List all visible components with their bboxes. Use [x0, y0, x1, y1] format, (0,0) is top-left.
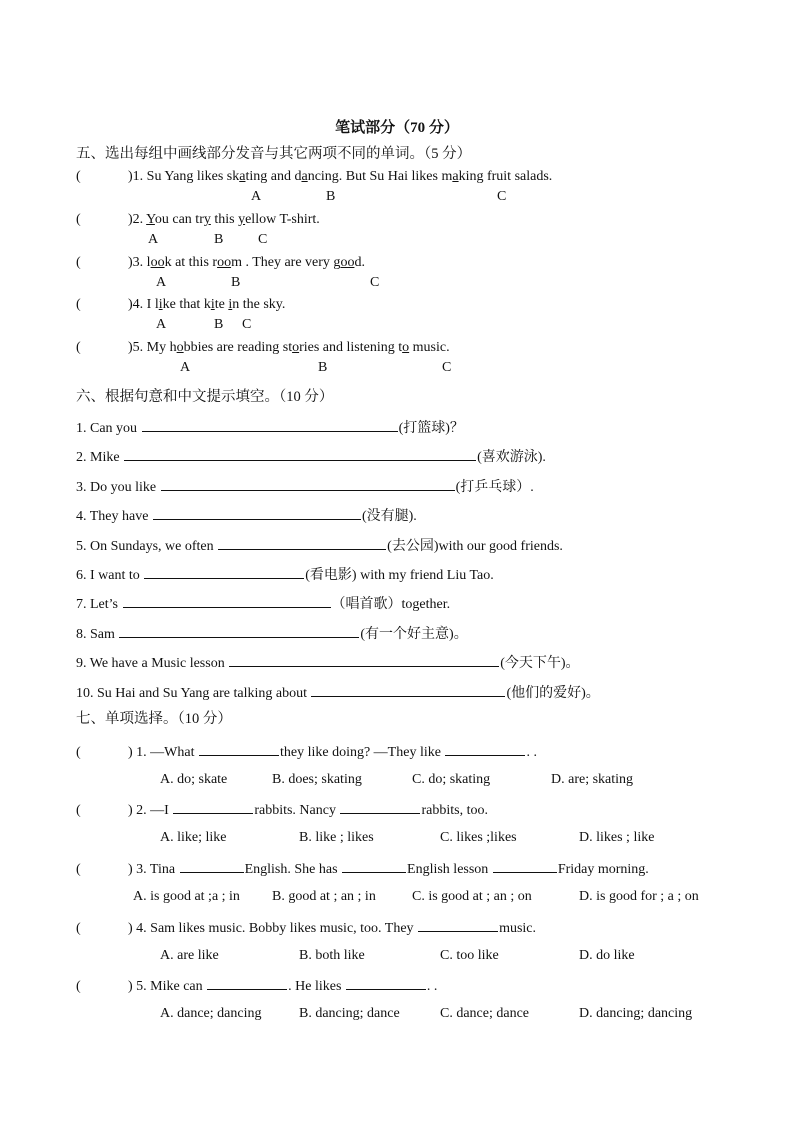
option-letter: C — [258, 232, 268, 247]
answer-blank[interactable] — [218, 536, 386, 550]
question-text: music. — [409, 340, 450, 355]
question-text: te — [214, 297, 229, 312]
chinese-hint: (有一个好主意)。 — [360, 626, 468, 642]
fill-in-row — [76, 477, 534, 497]
question-text: king fruit salads. — [458, 169, 553, 184]
question-text: m . They are very g — [231, 255, 341, 270]
underlined-letters: i — [228, 297, 233, 312]
question-text: 9. We have a Music lesson — [76, 656, 229, 672]
choice-option[interactable]: A. are like — [160, 948, 219, 963]
question-text: ) 4. Sam likes music. Bobby likes music, too. They — [128, 921, 418, 936]
question-text: English. She has — [244, 862, 342, 877]
question-text: music. — [499, 921, 537, 936]
question-text: ) 5. Mike can — [128, 979, 207, 994]
section-6-heading: 六、根据句意和中文提示填空。（10 分） — [76, 389, 334, 405]
answer-paren[interactable]: ( — [76, 979, 81, 994]
question-text: d. — [354, 255, 365, 270]
answer-blank[interactable] — [161, 477, 455, 491]
answer-blank[interactable] — [342, 859, 406, 873]
question-text: . . — [526, 745, 537, 760]
choice-option[interactable]: D. is good for ; a ; on — [579, 889, 699, 904]
question-row — [76, 742, 537, 762]
answer-paren[interactable]: ( — [76, 212, 81, 227]
question-text: 10. Su Hai and Su Yang are talking about — [76, 685, 311, 701]
option-letter: B — [214, 317, 224, 332]
question-row — [76, 918, 536, 938]
choice-option[interactable]: C. too like — [440, 948, 499, 963]
question-text: . He likes — [288, 979, 345, 994]
answer-paren[interactable]: ( — [76, 745, 81, 760]
question-text: . . — [426, 979, 438, 994]
answer-blank[interactable] — [418, 918, 498, 932]
answer-blank[interactable] — [199, 742, 279, 756]
underlined-letters: y — [203, 212, 211, 227]
choice-option[interactable]: C. dance; dance — [440, 1006, 530, 1021]
chinese-hint: （唱首歌）together. — [331, 597, 451, 613]
chinese-hint: (打乒乓球）. — [455, 479, 534, 495]
choice-option[interactable]: B. like ; likes — [299, 830, 374, 845]
choice-option[interactable]: B. does; skating — [272, 772, 362, 787]
question-text: k at this r — [164, 255, 218, 270]
question-text: English lesson — [407, 862, 492, 877]
option-letter: B — [214, 232, 224, 247]
underlined-letters: o — [176, 340, 184, 355]
choice-option[interactable]: D. dancing; dancing — [579, 1006, 693, 1021]
fill-in-row — [76, 506, 417, 526]
answer-blank[interactable] — [142, 418, 398, 432]
question-row — [76, 296, 285, 314]
answer-blank[interactable] — [119, 624, 359, 638]
question-text: ke that k — [162, 297, 211, 312]
fill-in-row — [76, 653, 580, 673]
answer-blank[interactable] — [124, 447, 476, 461]
choice-option[interactable]: A. like; like — [160, 830, 227, 845]
question-row — [76, 254, 365, 272]
question-text: ting and d — [245, 169, 302, 184]
section-5-heading: 五、选出每组中画线部分发音与其它两项不同的单词。（5 分） — [76, 146, 472, 162]
chinese-hint: (他们的爱好)。 — [506, 685, 600, 701]
question-text: n the sky. — [232, 297, 286, 312]
question-row — [76, 800, 488, 820]
question-text: ) 3. Tina — [128, 862, 179, 877]
choice-option[interactable]: B. dancing; dance — [299, 1006, 400, 1021]
chinese-hint: (没有腿). — [361, 509, 417, 525]
underlined-letters: o — [402, 340, 410, 355]
chinese-hint: (去公园)with our good friends. — [387, 538, 563, 554]
underlined-letters: i — [158, 297, 163, 312]
answer-blank[interactable] — [180, 859, 244, 873]
choice-option[interactable]: B. both like — [299, 948, 365, 963]
question-row — [76, 168, 552, 186]
chinese-hint: (打篮球)？ — [398, 421, 464, 436]
answer-blank[interactable] — [144, 565, 304, 579]
option-letter: C — [497, 189, 507, 204]
option-letter: A — [156, 317, 167, 332]
question-text: 4. They have — [76, 509, 152, 525]
question-text: 3. Do you like — [76, 479, 160, 495]
page-title: 笔试部分（70 分） — [335, 120, 459, 136]
chinese-hint: (喜欢游泳). — [477, 450, 546, 466]
fill-in-row — [76, 536, 563, 556]
answer-paren[interactable]: ( — [76, 255, 81, 270]
question-text: ellow T-shirt. — [245, 212, 320, 227]
option-letter: C — [370, 275, 380, 290]
question-row — [76, 339, 450, 357]
underlined-letters: a — [239, 169, 246, 184]
answer-blank[interactable] — [346, 976, 426, 990]
answer-blank[interactable] — [207, 976, 287, 990]
option-letter: A — [156, 275, 167, 290]
question-text: ) 1. —What — [128, 745, 198, 760]
choice-option[interactable]: B. good at ; an ; in — [272, 889, 376, 904]
question-text: 1. Can you — [76, 421, 141, 436]
underlined-letters: a — [452, 169, 459, 184]
option-letter: C — [242, 317, 252, 332]
answer-paren[interactable]: ( — [76, 921, 81, 936]
answer-blank[interactable] — [153, 506, 361, 520]
underlined-letters: oo — [150, 255, 165, 270]
question-text: )2. — [128, 212, 147, 227]
choice-option[interactable]: A. do; skate — [160, 772, 228, 787]
question-text: they like doing? —They like — [279, 745, 445, 760]
chinese-hint: (今天下午)。 — [500, 656, 580, 672]
question-text: ries and listening t — [299, 340, 403, 355]
underlined-letters: oo — [217, 255, 232, 270]
answer-blank[interactable] — [311, 683, 505, 697]
option-letter: B — [231, 275, 241, 290]
choice-option[interactable]: A. is good at ;a ; in — [133, 889, 240, 904]
question-text: 2. Mike — [76, 450, 124, 466]
question-text: ) 2. —I — [128, 803, 173, 818]
fill-in-row — [76, 447, 546, 467]
underlined-letters: oo — [340, 255, 355, 270]
question-row — [76, 211, 320, 229]
answer-blank[interactable] — [123, 594, 331, 608]
choice-option[interactable]: D. likes ; like — [579, 830, 655, 845]
choice-option[interactable]: C. is good at ; an ; on — [412, 889, 532, 904]
question-text: bbies are reading st — [183, 340, 293, 355]
underlined-letters: a — [301, 169, 308, 184]
fill-in-row — [76, 594, 450, 614]
answer-blank[interactable] — [173, 800, 253, 814]
question-text: ncing. But Su Hai likes m — [307, 169, 453, 184]
choice-option[interactable]: C. likes ;likes — [440, 830, 517, 845]
question-text: 8. Sam — [76, 626, 119, 642]
fill-in-row — [76, 624, 468, 644]
answer-blank[interactable] — [229, 653, 499, 667]
answer-blank[interactable] — [493, 859, 557, 873]
chinese-hint: (看电影) with my friend Liu Tao. — [305, 568, 494, 583]
option-letter: A — [180, 360, 191, 375]
answer-blank[interactable] — [445, 742, 525, 756]
question-row — [76, 859, 649, 879]
question-text: rabbits, too. — [421, 803, 488, 818]
section-7-heading: 七、单项选择。（10 分） — [76, 711, 232, 727]
question-text: ou can tr — [154, 212, 204, 227]
fill-in-row — [76, 683, 600, 703]
underlined-letters: Y — [146, 212, 155, 227]
question-text: )3. l — [128, 255, 151, 270]
question-text: 7. Let’s — [76, 597, 122, 613]
question-text: )1. Su Yang likes sk — [128, 169, 240, 184]
answer-blank[interactable] — [340, 800, 420, 814]
question-text: )5. My h — [128, 340, 177, 355]
fill-in-row — [76, 565, 494, 585]
option-letter: B — [318, 360, 328, 375]
question-text: 5. On Sundays, we often — [76, 538, 218, 554]
question-row — [76, 976, 437, 996]
underlined-letters: o — [292, 340, 300, 355]
choice-option[interactable]: D. are; skating — [551, 772, 634, 787]
question-text: 6. I want to — [76, 568, 144, 583]
answer-paren[interactable]: ( — [76, 803, 81, 818]
answer-paren[interactable]: ( — [76, 340, 81, 355]
choice-option[interactable]: A. dance; dancing — [160, 1006, 262, 1021]
choice-option[interactable]: C. do; skating — [412, 772, 491, 787]
question-text: this — [210, 212, 239, 227]
option-letter: A — [251, 189, 262, 204]
question-text: )4. I l — [128, 297, 159, 312]
option-letter: B — [326, 189, 336, 204]
option-letter: A — [148, 232, 159, 247]
question-text: Friday morning. — [557, 862, 649, 877]
answer-paren[interactable]: ( — [76, 169, 81, 184]
underlined-letters: i — [210, 297, 215, 312]
underlined-letters: y — [238, 212, 246, 227]
option-letter: C — [442, 360, 452, 375]
choice-option[interactable]: D. do like — [579, 948, 635, 963]
answer-paren[interactable]: ( — [76, 297, 81, 312]
fill-in-row — [76, 418, 464, 438]
question-text: rabbits. Nancy — [254, 803, 340, 818]
answer-paren[interactable]: ( — [76, 862, 81, 877]
